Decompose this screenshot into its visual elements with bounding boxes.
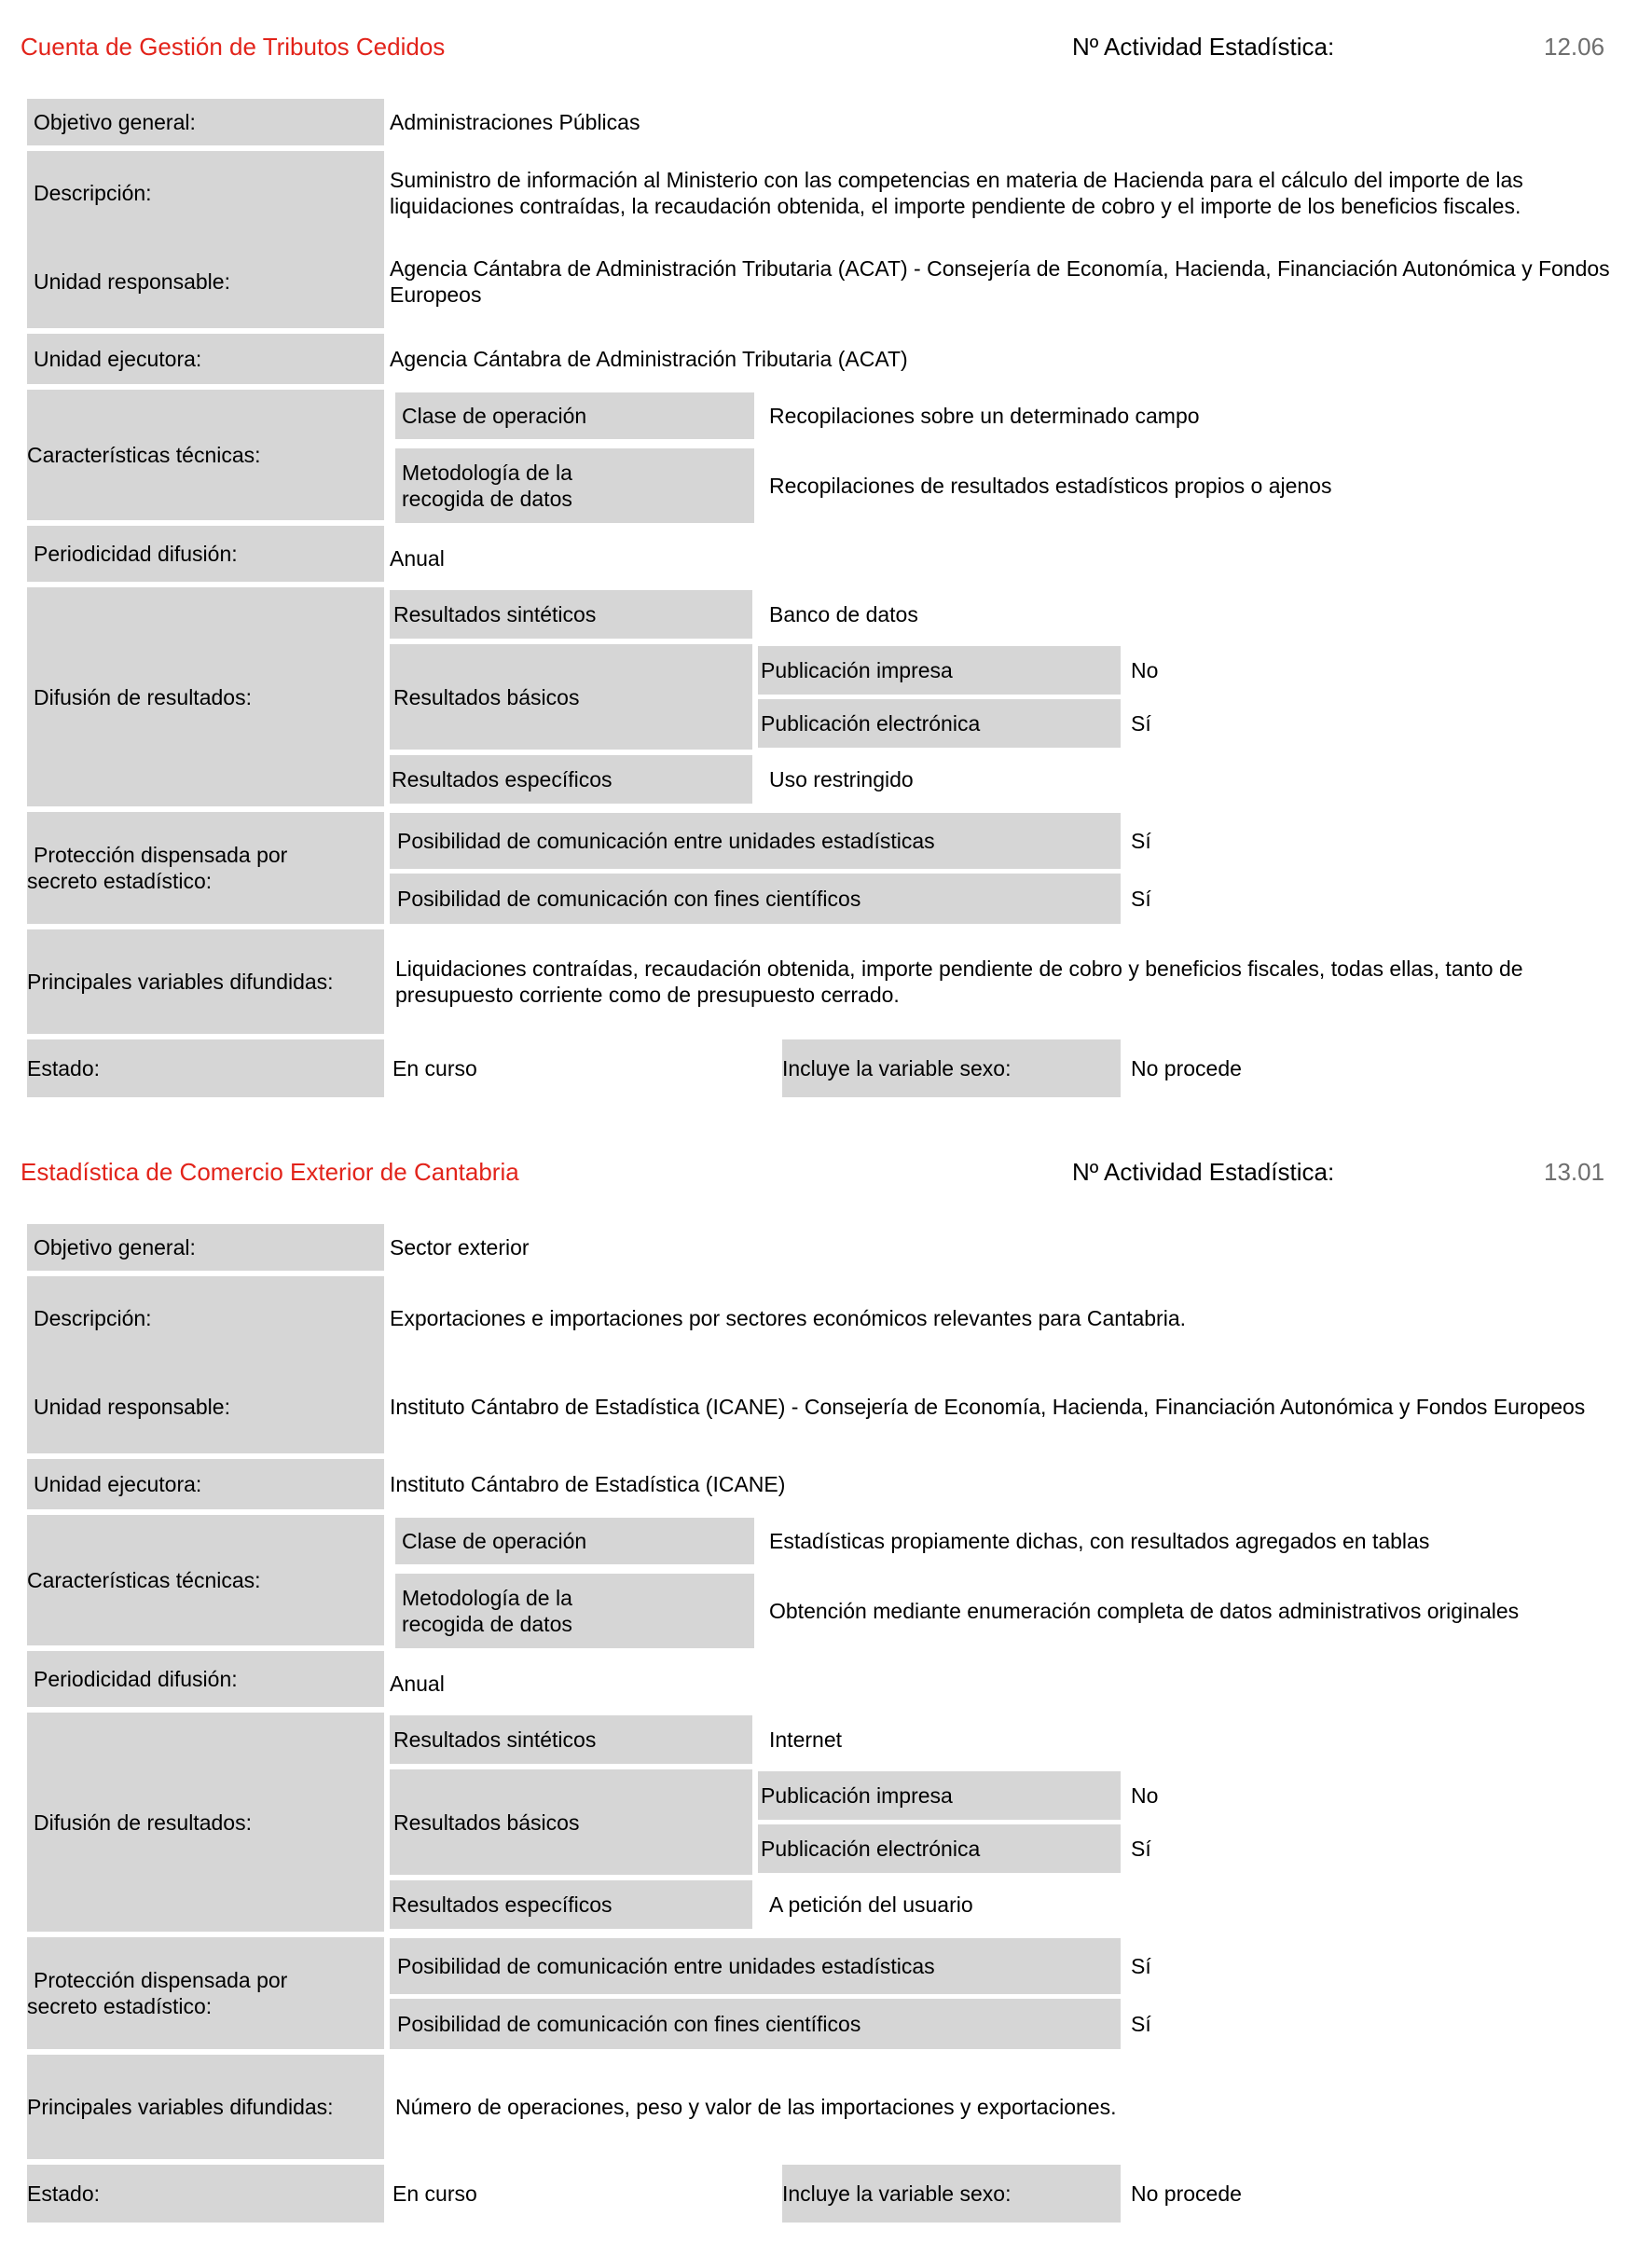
com-cientificos-value: Sí xyxy=(1131,2012,1151,2036)
pub-impresa-label: Publicación impresa xyxy=(758,646,1121,695)
metodologia-label-line1: Metodología de la xyxy=(402,461,572,485)
periodicidad-value: Anual xyxy=(390,546,445,571)
sexo-label: Incluye la variable sexo: xyxy=(782,1039,1121,1097)
periodicidad-label: Periodicidad difusión: xyxy=(27,526,384,582)
variables-value: Liquidaciones contraídas, recaudación obtenida, importe pendiente de cobro y beneficios fiscales, todas ellas, tanto de presupuesto corriente como de presupuesto cerrado. xyxy=(395,956,1523,1007)
clase-operacion-label: Clase de operación xyxy=(395,392,754,439)
periodicidad-label: Periodicidad difusión: xyxy=(27,1651,384,1707)
activity-card xyxy=(0,1125,1652,2257)
unidad-responsable-value: Agencia Cántabra de Administración Tributaria (ACAT) - Consejería de Economía, Hacienda, Financiación Autonómica y Fondos Europeos xyxy=(390,256,1610,307)
com-cientificos-value: Sí xyxy=(1131,887,1151,911)
activity-number-label: Nº Actividad Estadística: xyxy=(1072,1158,1335,1186)
caracteristicas-label: Características técnicas: xyxy=(27,1515,384,1645)
unidad-ejecutora-label: Unidad ejecutora: xyxy=(27,1459,384,1509)
basicos-label: Resultados básicos xyxy=(390,644,752,750)
variables-value: Número de operaciones, peso y valor de las importaciones y exportaciones. xyxy=(395,2095,1117,2119)
proteccion-label xyxy=(27,1937,384,2049)
objetivo-label: Objetivo general: xyxy=(27,1224,384,1271)
unidad-ejecutora-label: Unidad ejecutora: xyxy=(27,334,384,384)
descripcion-label: Descripción: xyxy=(27,1276,384,1360)
activity-card xyxy=(0,0,1652,1128)
caracteristicas-label: Características técnicas: xyxy=(27,390,384,520)
clase-operacion-value: Recopilaciones sobre un determinado campo xyxy=(769,404,1200,428)
sinteticos-label: Resultados sintéticos xyxy=(390,1715,752,1764)
sexo-value: No procede xyxy=(1131,2181,1242,2206)
unidad-responsable-value: Instituto Cántabro de Estadística (ICANE) - Consejería de Economía, Hacienda, Financiación Autonómica y Fondos Europeos xyxy=(390,1395,1586,1419)
especificos-label: Resultados específicos xyxy=(390,1880,752,1929)
sinteticos-value: Internet xyxy=(769,1727,842,1752)
unidad-responsable-label: Unidad responsable: xyxy=(27,235,384,328)
activity-number: 13.01 xyxy=(1544,1158,1605,1186)
estado-label: Estado: xyxy=(27,1039,384,1097)
activity-title: Cuenta de Gestión de Tributos Cedidos xyxy=(21,33,446,61)
proteccion-label-line2: secreto estadístico: xyxy=(27,1994,213,2018)
unidad-responsable-label: Unidad responsable: xyxy=(27,1360,384,1453)
metodologia-value: Obtención mediante enumeración completa de datos administrativos originales xyxy=(769,1599,1520,1623)
com-unidades-value: Sí xyxy=(1131,829,1151,853)
pub-electronica-label: Publicación electrónica xyxy=(758,699,1121,748)
pub-impresa-label: Publicación impresa xyxy=(758,1771,1121,1820)
metodologia-label-line1: Metodología de la xyxy=(402,1586,572,1610)
descripcion-value: Suministro de información al Ministerio con las competencias en materia de Hacienda para el cálculo del importe de las liquidaciones contraídas, la recaudación obtenida, el importe pendiente de cobro y el importe de los beneficios fiscales. xyxy=(390,168,1523,218)
variables-label: Principales variables difundidas: xyxy=(27,2055,384,2159)
clase-operacion-label: Clase de operación xyxy=(395,1518,754,1564)
proteccion-label xyxy=(27,812,384,924)
pub-impresa-value: No xyxy=(1131,1783,1159,1808)
descripcion-value: Exportaciones e importaciones por sectores económicos relevantes para Cantabria. xyxy=(390,1306,1186,1330)
activity-title: Estadística de Comercio Exterior de Cantabria xyxy=(21,1158,519,1186)
proteccion-label-line1: Protección dispensada por xyxy=(34,843,288,867)
basicos-label: Resultados básicos xyxy=(390,1769,752,1875)
com-cientificos-label: Posibilidad de comunicación con fines científicos xyxy=(390,874,1121,924)
metodologia-label-line2: recogida de datos xyxy=(402,1612,572,1636)
objetivo-label: Objetivo general: xyxy=(27,99,384,145)
metodologia-label-line2: recogida de datos xyxy=(402,487,572,511)
pub-electronica-value: Sí xyxy=(1131,711,1151,736)
sexo-label: Incluye la variable sexo: xyxy=(782,2165,1121,2223)
pub-electronica-label: Publicación electrónica xyxy=(758,1824,1121,1873)
variables-label: Principales variables difundidas: xyxy=(27,929,384,1034)
pub-impresa-value: No xyxy=(1131,658,1159,682)
especificos-label: Resultados específicos xyxy=(390,755,752,804)
estado-label: Estado: xyxy=(27,2165,384,2223)
periodicidad-value: Anual xyxy=(390,1672,445,1696)
especificos-value: A petición del usuario xyxy=(769,1892,973,1917)
pub-electronica-value: Sí xyxy=(1131,1837,1151,1861)
estado-value: En curso xyxy=(392,2181,477,2206)
especificos-value: Uso restringido xyxy=(769,767,914,791)
unidad-ejecutora-value: Instituto Cántabro de Estadística (ICANE) xyxy=(390,1472,786,1496)
sinteticos-label: Resultados sintéticos xyxy=(390,590,752,639)
com-cientificos-label: Posibilidad de comunicación con fines científicos xyxy=(390,1999,1121,2049)
objetivo-value: Sector exterior xyxy=(390,1235,530,1259)
activity-number: 12.06 xyxy=(1544,33,1605,61)
metodologia-label xyxy=(395,1574,754,1648)
difusion-label: Difusión de resultados: xyxy=(27,587,384,806)
com-unidades-label: Posibilidad de comunicación entre unidades estadísticas xyxy=(390,1938,1121,1994)
sexo-value: No procede xyxy=(1131,1056,1242,1080)
clase-operacion-value: Estadísticas propiamente dichas, con resultados agregados en tablas xyxy=(769,1529,1430,1553)
descripcion-label: Descripción: xyxy=(27,151,384,235)
sinteticos-value: Banco de datos xyxy=(769,602,918,626)
difusion-label: Difusión de resultados: xyxy=(27,1713,384,1932)
com-unidades-value: Sí xyxy=(1131,1954,1151,1978)
objetivo-value: Administraciones Públicas xyxy=(390,110,640,134)
proteccion-label-line1: Protección dispensada por xyxy=(34,1968,288,1992)
com-unidades-label: Posibilidad de comunicación entre unidades estadísticas xyxy=(390,813,1121,869)
activity-number-label: Nº Actividad Estadística: xyxy=(1072,33,1335,61)
proteccion-label-line2: secreto estadístico: xyxy=(27,869,213,893)
metodologia-label xyxy=(395,448,754,523)
estado-value: En curso xyxy=(392,1056,477,1080)
unidad-ejecutora-value: Agencia Cántabra de Administración Tributaria (ACAT) xyxy=(390,347,908,371)
metodologia-value: Recopilaciones de resultados estadísticos propios o ajenos xyxy=(769,474,1332,498)
